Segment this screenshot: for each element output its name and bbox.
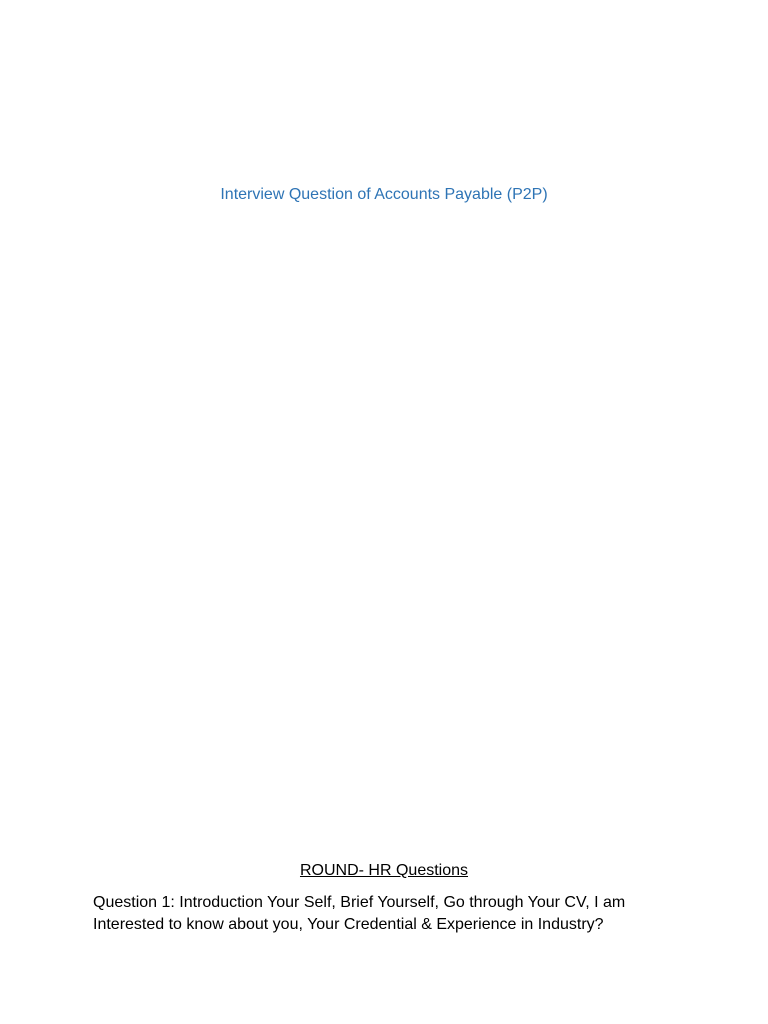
question-line: Interested to know about you, Your Credential & Experience in Industry?: [93, 916, 604, 933]
question-paragraph: [93, 892, 683, 936]
section-heading: ROUND- HR Questions: [299, 862, 469, 879]
question-line: Question 1: Introduction Your Self, Brief Yourself, Go through Your CV, I am: [93, 894, 626, 911]
document-title: Interview Question of Accounts Payable (P2P): [220, 186, 548, 203]
